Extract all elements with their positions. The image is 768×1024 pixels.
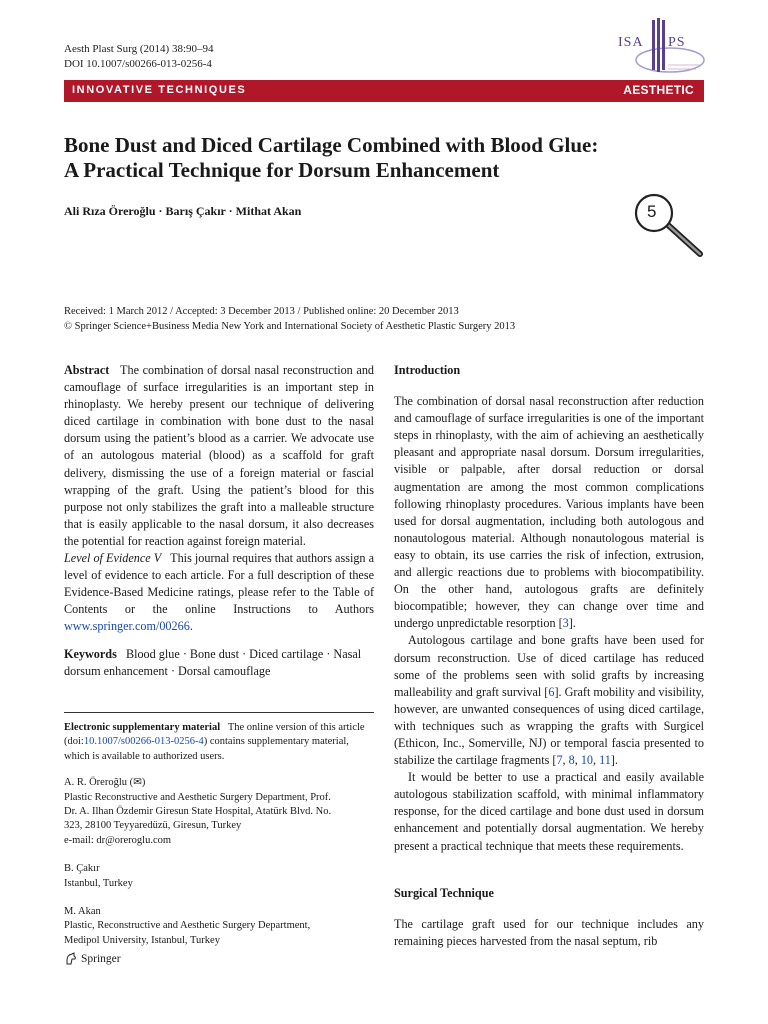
logo-text-right: PS bbox=[668, 35, 686, 50]
section-banner bbox=[64, 80, 704, 102]
evidence-link[interactable]: www.springer.com/00266 bbox=[64, 619, 190, 634]
journal-doi: DOI 10.1007/s00266-013-0256-4 bbox=[64, 58, 212, 70]
affiliation-block bbox=[64, 905, 374, 948]
abstract-text: The combination of dorsal nasal reconstruction and camouflage of surface irregularities is an important step in rhinoplasty. We hereby present our technique of delivering diced cartilage in combination with bone dust to the nasal dorsum using the patient’s blood as a carrier. We advocate use of an autologous material (blood) as a scaffold for graft delivery, dismissing the use of a foreign material or fascial wrapping of the graft. Using the patient’s blood for this purpose not only stabilizes the graft into a malleable structure that is easily applicable to the nasal dorsum, it also decreases the potential for reaction against foreign material. bbox=[64, 363, 375, 548]
section-label: INNOVATIVE TECHNIQUES bbox=[72, 84, 247, 96]
affiliation-block bbox=[64, 776, 374, 848]
history-line: Received: 1 March 2012 / Accepted: 3 December 2013 / Published online: 20 December 2013 bbox=[64, 306, 459, 317]
copyright-line: © Springer Science+Business Media New York and International Society of Aesthetic Plastic Surgery 2013 bbox=[64, 321, 516, 332]
affiliation-name: B. Çakır bbox=[64, 863, 100, 875]
magnifier-icon bbox=[630, 192, 706, 258]
citation-link[interactable]: 3 bbox=[562, 616, 569, 631]
springer-horse-icon bbox=[64, 952, 78, 966]
evidence-end: . bbox=[189, 619, 193, 634]
introduction-heading: Introduction bbox=[394, 363, 461, 377]
affiliation-line: 323, 28100 Teyyaredüzü, Giresun, Turkey bbox=[64, 820, 242, 832]
affiliation-name: M. Akan bbox=[64, 906, 101, 918]
citation-link[interactable]: 7 bbox=[556, 753, 563, 768]
logo-text-left: ISA bbox=[618, 35, 644, 50]
evidence-level-badge bbox=[630, 192, 706, 258]
surgical-paragraph-1: The cartilage graft used for our technique includes any remaining pieces harvested from the nasal septum, rib bbox=[394, 916, 704, 948]
intro-paragraph-2-mid: ]. Graft mobility and visibility, however, are unwanted consequences of using diced cartilage, with techniques such as wrapping the grafts with Surgicel (Ethicon, Inc., Somerville, NJ) or temporal fascia presented to stabilize the cartilage fragments [ bbox=[394, 684, 704, 768]
citation-link[interactable]: 6 bbox=[548, 684, 555, 699]
publisher-name: Springer bbox=[81, 953, 121, 965]
affiliation-line: Plastic Reconstructive and Aesthetic Surgery Department, Prof. bbox=[64, 791, 331, 803]
supplementary-text-before: The online version of this article (doi: bbox=[64, 722, 365, 748]
supplementary-label: Electronic supplementary material bbox=[64, 722, 221, 733]
affiliation-line: Istanbul, Turkey bbox=[64, 877, 133, 889]
journal-citation: Aesth Plast Surg (2014) 38:90–94 bbox=[64, 43, 214, 55]
evidence-label: Level of Evidence V bbox=[64, 551, 162, 566]
publisher-footer bbox=[64, 952, 121, 966]
surgical-heading: Surgical Technique bbox=[394, 885, 494, 900]
intro-paragraph-1: The combination of dorsal nasal reconstruction after reduction and camouflage of surface irregularities is one of the important steps in rhinoplasty, with the aim of achieving an aesthetically pleasant and appropriate nasal dorsum. Dorsum irregularities, visible or palpable, after dorsal reduction or dorsal augmentation are among the most common complications following rhinoplasty procedures. Various implants have been used for dorsal augmentation, including both autologous and nonautologous material. Although nonautologous material is easy to obtain, its use carries the risk of infection, extrusion, and allergic reactions due to problems with biocompatibility. On the other hand, autologous grafts are definitely biocompatible; however, they can change over time and undergo unpredictable resorption [ bbox=[394, 394, 704, 631]
author-list: Ali Rıza Öreroğlu · Barış Çakır · Mithat Akan bbox=[64, 204, 302, 218]
footnote-divider bbox=[64, 712, 374, 713]
citation-link[interactable]: 8 bbox=[568, 753, 575, 768]
intro-paragraph-3: It would be better to use a practical and easily available autologous stabilization scaffold, with minimal inflammatory response, for the diced cartilage and bone dust used in dorsum enhancement and potentially dorsal augmentation. We hereby present a practical technique that meets these requirements. bbox=[394, 770, 704, 853]
isaps-logo bbox=[600, 18, 708, 78]
title-line-2: A Practical Technique for Dorsum Enhancement bbox=[64, 158, 500, 182]
affiliation-email: e-mail: dr@oreroglu.com bbox=[64, 834, 172, 846]
article-dates bbox=[64, 304, 704, 334]
citation-end: ]. bbox=[568, 616, 576, 631]
affiliation-name: A. R. Öreroğlu (✉) bbox=[64, 777, 146, 789]
footnotes bbox=[64, 721, 374, 948]
citation-link[interactable]: 10 bbox=[580, 753, 593, 768]
supplementary-doi-link[interactable]: 10.1007/s00266-013-0256-4 bbox=[83, 736, 204, 748]
introduction-section: Introduction The combination of dorsal nasal reconstruction after reduction and camouflage of surface irregularities is one of the important steps in rhinoplasty, with the aim of achieving an aesthetically pleasant and appropriate nasal dorsum. Dorsum irregularities, visible or palpable, after dorsal reduction or dorsal augmentation are among the most common complications following rhinoplasty procedures. Various implants have been used for dorsal augmentation, including both autologous and nonautologous material. Although nonautologous material is easy to obtain, its use carries the risk of infection, extrusion, and allergic reactions due to problems with biocompatibility. On the other hand, autologous grafts are definitely biocompatible; however, they can change over time and undergo unpredictable resorption [3]. Autologous cartilage and bone grafts have been used for dorsum reconstruction. Use of diced cartilage has reduced some of the problems seen with solid grafts by increasing malleability and graft survival [6]. Graft mobility and visibility, however, are unwanted consequences of using diced cartilage, with techniques such as wrapping the grafts with Surgicel (Ethicon, Inc., Somerville, NJ) or temporal fascia presented to stabilize the cartilage fragments [7, 8, 10, 11]. It would be better to use a practical and easily available autologous stabilization scaffold, with minimal inflammatory response, for the diced cartilage and bone dust used in dorsum enhancement and potentially dorsal augmentation. We hereby present a practical technique that meets these requirements. Surgical Technique The cartilage graft used for our technique includes any remaining pieces harvested from the nasal septum, rib bbox=[394, 362, 704, 950]
intro-paragraph-2: Autologous cartilage and bone grafts have been used for dorsum reconstruction. Use of diced cartilage has reduced some of the problems seen with solid grafts by increasing malleability and graft survival [ bbox=[394, 633, 704, 699]
keywords-label: Keywords bbox=[64, 646, 117, 661]
affiliation-line: Medipol University, Istanbul, Turkey bbox=[64, 934, 220, 946]
category-label: AESTHETIC bbox=[623, 83, 694, 97]
supplementary-text-after: ) contains supplementary material, which is available to authorized users. bbox=[64, 736, 349, 762]
evidence-level-number: 5 bbox=[647, 202, 657, 221]
evidence-text: This journal requires that authors assign a level of evidence to each article. For a full description of these Evidence-Based Medicine ratings, please refer to the Table of Contents or the online Instructions to Authors bbox=[64, 551, 374, 617]
abstract-label: Abstract bbox=[64, 363, 110, 377]
affiliation-line: Plastic, Reconstructive and Aesthetic Surgery Department, bbox=[64, 920, 311, 932]
affiliation-line: Dr. A. Ilhan Özdemir Giresun State Hospital, Atatürk Blvd. No. bbox=[64, 806, 332, 818]
article-title bbox=[64, 133, 624, 183]
abstract-section bbox=[64, 362, 374, 680]
citation-end: ]. bbox=[610, 753, 618, 768]
affiliation-block bbox=[64, 862, 374, 891]
citation-link[interactable]: 11 bbox=[599, 753, 611, 768]
title-line-1: Bone Dust and Diced Cartilage Combined with Blood Glue: bbox=[64, 133, 599, 157]
keywords-text: Blood glue · Bone dust · Diced cartilage · Nasal dorsum enhancement · Dorsal camouflage bbox=[64, 646, 362, 678]
